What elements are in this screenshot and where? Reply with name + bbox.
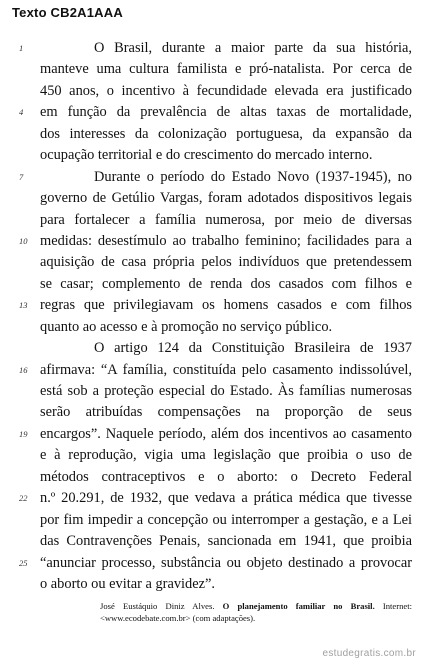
line-text: medidas: desestímulo ao trabalho feminino; facilidades para a	[40, 232, 412, 249]
line-text: quanto ao acesso e à promoção no serviço público.	[40, 318, 333, 335]
line-number: 13	[19, 300, 28, 311]
text-line	[0, 231, 422, 252]
line-text: 450 anos, o incentivo à fecundidade elevada era justificado	[40, 82, 412, 99]
line-text: serão atribuídas compensações na proporção de seus	[40, 404, 412, 421]
text-line	[0, 531, 422, 552]
line-number: 16	[19, 364, 28, 375]
line-text: ocupação territorial e do crescimento do mercado interno.	[40, 147, 373, 164]
text-body	[0, 38, 422, 595]
line-text: métodos contraceptivos e o aborto: o Decreto Federal	[40, 468, 412, 485]
source-citation	[100, 600, 412, 624]
line-text: e à reprodução, vigia uma legislação que proibia o uso de	[40, 447, 412, 464]
line-text: para fortalecer a família numerosa, por meio de diversas	[40, 211, 412, 228]
text-line	[0, 188, 422, 209]
line-text: Durante o período do Estado Novo (1937-1945), no	[94, 168, 412, 185]
line-number: 4	[19, 107, 24, 118]
line-text: das Contravenções Penais, sancionada em 1941, que proibia	[40, 533, 412, 550]
line-text: manteve uma cultura familista e pró-natalista. Por cerca de	[40, 61, 412, 78]
text-line	[0, 252, 422, 273]
line-number: 7	[19, 171, 24, 182]
text-line	[0, 553, 422, 574]
source-details: Internet: <www.ecodebate.com.br> (com adaptações).	[100, 601, 412, 623]
line-text: encargos”. Naquele período, além dos incentivos ao casamento	[40, 425, 412, 442]
text-line	[0, 145, 422, 166]
text-line	[0, 38, 422, 59]
line-number: 1	[19, 43, 24, 53]
site-watermark: estudegratis.com.br	[322, 648, 416, 659]
line-text: governo de Getúlio Vargas, foram adotados dispositivos legais	[40, 190, 412, 207]
text-line	[0, 295, 422, 316]
line-text: dos interesses da colonização portuguesa, da expansão da	[40, 125, 412, 142]
text-line	[0, 424, 422, 445]
text-line	[0, 338, 422, 359]
source-work-title: O planejamento familiar no Brasil.	[222, 601, 375, 611]
text-line	[0, 210, 422, 231]
text-line	[0, 488, 422, 509]
line-text: está sob a proteção especial do Estado. Às famílias numerosas	[40, 383, 412, 399]
text-line	[0, 317, 422, 338]
text-line	[0, 167, 422, 188]
text-line	[0, 102, 422, 123]
text-title: Texto CB2A1AAA	[12, 5, 123, 20]
line-text: “anunciar processo, substância ou objeto destinado a provocar	[40, 554, 412, 571]
text-line	[0, 124, 422, 145]
text-line	[0, 274, 422, 295]
line-number: 19	[19, 428, 28, 439]
text-line	[0, 510, 422, 531]
line-number: 10	[19, 235, 28, 246]
text-line	[0, 381, 422, 402]
line-text: aquisição de casa própria pelos indivíduos que pretendessem	[40, 254, 412, 271]
text-line	[0, 81, 422, 102]
text-line	[0, 445, 422, 466]
line-text: em função da prevalência de altas taxas de mortalidade,	[40, 104, 412, 121]
line-number: 22	[19, 493, 28, 504]
line-text: O artigo 124 da Constituição Brasileira de 1937	[94, 340, 412, 357]
text-line	[0, 574, 422, 595]
source-author: José Eustáquio Diniz Alves.	[100, 601, 215, 611]
text-line	[0, 59, 422, 80]
line-text: O Brasil, durante a maior parte da sua história,	[94, 40, 412, 56]
line-text: regras que privilegiavam os homens casados e com filhos	[40, 297, 412, 314]
text-line	[0, 467, 422, 488]
line-text: se casar; complemento de renda dos casados com filhos e	[40, 275, 412, 292]
line-number: 25	[19, 557, 28, 568]
text-line	[0, 360, 422, 381]
line-text: n.º 20.291, de 1932, que vedava a prática médica que tivesse	[40, 490, 412, 507]
line-text: o aborto ou evitar a gravidez”.	[40, 575, 216, 592]
text-line	[0, 402, 422, 423]
line-text: por fim impedir a concepção ou interromper a gestação, e a Lei	[40, 511, 412, 528]
line-text: afirmava: “A família, constituída pelo casamento indissolúvel,	[40, 361, 412, 378]
